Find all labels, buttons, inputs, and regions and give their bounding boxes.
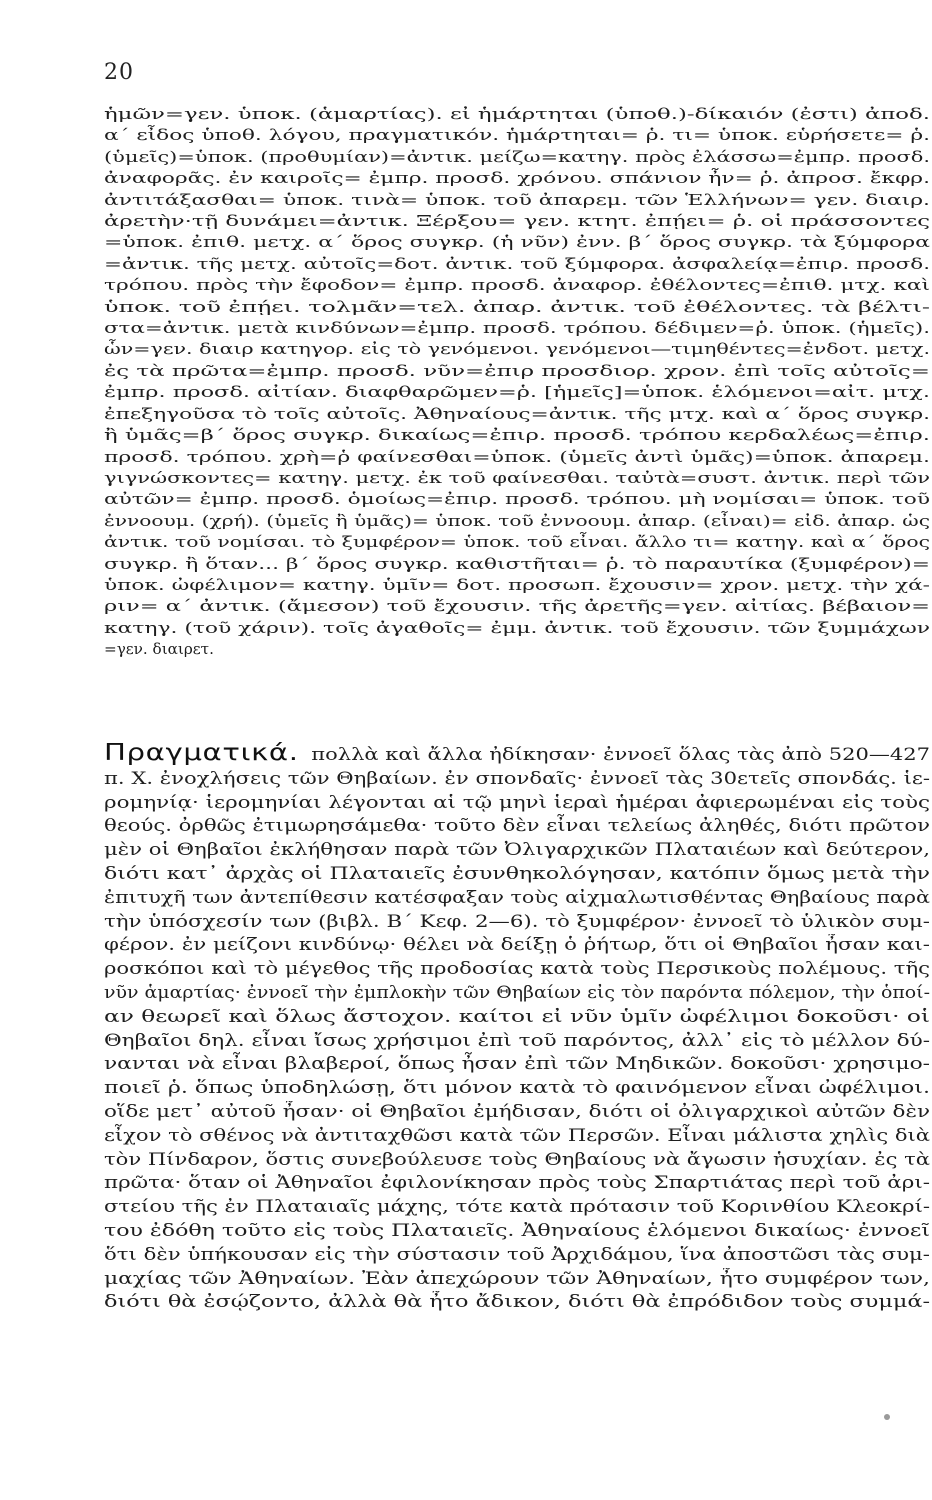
commentary-section bbox=[104, 742, 930, 1314]
grammar-line: (ὑμεῖς)=ὑποκ. (προθυμίαν)=ἀντικ. μείζω=κατηγ. πρὸς ἐλάσσω=ἐμπρ. προσδ. bbox=[104, 147, 930, 166]
page-number: 20 bbox=[104, 60, 134, 85]
grammar-line: α΄ εἶδος ὑποθ. λόγου, πραγματικόν. ἡμάρτηται= ῥ. τι= ὑποκ. εὑρήσετε= ῥ. bbox=[104, 126, 930, 145]
commentary-line: μαχίας τῶν Ἀθηναίων. Ἐὰν ἀπεχώρουν τῶν Ἀθηναίων, ἦτο συμφέρον των, bbox=[104, 1268, 930, 1288]
grammar-line: γιγνώσκοντες= κατηγ. μετχ. ἐκ τοῦ φαίνεσθαι. ταὐτὰ=συστ. ἀντικ. περὶ τῶν bbox=[104, 468, 930, 487]
grammar-line: ἀρετὴν·τῇ δυνάμει=ἀντικ. Ξέρξου= γεν. κτητ. ἐπῄει= ῥ. οἱ πράσσοντες bbox=[104, 212, 930, 231]
commentary-line: διότι κατ᾽ ἀρχὰς οἱ Πλαταιεῖς ἐσυνθηκολόγησαν, κατόπιν ὅμως μετὰ τὴν bbox=[104, 863, 930, 883]
grammar-line: ἐμπρ. προσδ. αἰτίαν. διαφθαρῶμεν=ῥ. [ἡμεῖς]=ὑποκ. ἑλόμενοι=αἰτ. μτχ. bbox=[104, 383, 930, 402]
grammar-line: =γεν. διαιρετ. bbox=[104, 640, 214, 659]
section-heading: Πραγματικά. bbox=[104, 742, 299, 766]
grammar-line: ἐς τὰ πρῶτα=ἐμπρ. προσδ. νῦν=ἐπιρ προσδιορ. χρον. ἐπὶ τοῖς αὐτοῖς= bbox=[104, 361, 930, 380]
commentary-line: μὲν οἱ Θηβαῖοι ἐκλήθησαν παρὰ τῶν Ὀλιγαρχικῶν Πλαταιέων καὶ δεύτερον, bbox=[104, 840, 930, 860]
commentary-line: θεούς. ὀρθῶς ἐτιμωρησάμεθα· τοῦτο δὲν εἶναι τελείως ἀληθές, διότι πρῶτον bbox=[104, 816, 930, 836]
margin-dot bbox=[884, 1414, 890, 1420]
commentary-line: ἐπιτυχῆ των ἀντεπίθεσιν κατέσφαξαν τοὺς αἰχμαλωτισθέντας Θηβαίους παρὰ bbox=[104, 887, 930, 907]
grammar-line: ὑποκ. τοῦ ἐπῄει. τολμᾶν=τελ. ἀπαρ. ἀντικ. τοῦ ἐθέλοντες. τὰ βέλτι- bbox=[104, 297, 930, 316]
commentary-line: αν θεωρεῖ καὶ ὅλως ἄστοχον. καίτοι εἰ νῦν ὑμῖν ὠφέλιμοι δοκοῦσι· οἱ bbox=[104, 1006, 930, 1026]
commentary-line: Θηβαῖοι δηλ. εἶναι ἴσως χρήσιμοι ἐπὶ τοῦ παρόντος, ἀλλ᾽ εἰς τὸ μέλλον δύ- bbox=[104, 1030, 930, 1050]
commentary-line: ποιεῖ ῥ. ὅπως ὑποδηλώσῃ, ὅτι μόνον κατὰ τὸ φαινόμενον εἶναι ὠφέλιμοι. bbox=[104, 1078, 930, 1098]
grammar-line: ἡμῶν=γεν. ὑποκ. (ἁμαρτίας). εἰ ἡμάρτηται (ὑποθ.)-δίκαιόν (ἐστι) ἀποδ. bbox=[104, 105, 930, 123]
commentary-line: ροσκόποι καὶ τὸ μέγεθος τῆς προδοσίας κατὰ τοὺς Περσικοὺς πολέμους. τῆς bbox=[104, 959, 930, 979]
grammar-line: ὧν=γεν. διαιρ κατηγορ. εἰς τὸ γενόμενοι. γενόμενοι—τιμηθέντες=ἐνδοτ. μετχ. bbox=[104, 340, 930, 359]
grammar-line: κατηγ. (τοῦ χάριν). τοῖς ἀγαθοῖς= ἐμμ. ἀντικ. τοῦ ἔχουσιν. τῶν ξυμμάχων bbox=[104, 618, 930, 637]
grammar-line: ἀντιτάξασθαι= ὑποκ. τινὰ= ὑποκ. τοῦ ἀπαρεμ. τῶν Ἑλλήνων= γεν. διαιρ. bbox=[104, 190, 930, 209]
grammar-line: ἢ ὑμᾶς=β΄ ὅρος συγκρ. δικαίως=ἐπιρ. προσδ. τρόπου κερδαλέως=ἐπιρ. bbox=[104, 426, 930, 445]
grammar-line: =ἀντικ. τῆς μετχ. αὐτοῖς=δοτ. ἀντικ. τοῦ ξύμφορα. ἀσφαλείᾳ=ἐπιρ. προσδ. bbox=[104, 254, 930, 273]
commentary-line: στείου τῆς ἐν Πλαταιαῖς μάχης, τότε κατὰ πρότασιν τοῦ Κορινθίου Κλεοκρί- bbox=[104, 1197, 930, 1217]
commentary-line: τὸν Πίνδαρον, ὅστις συνεβούλευσε τοὺς Θηβαίους νὰ ἄγωσιν ἡσυχίαν. ἐς τὰ bbox=[104, 1149, 930, 1169]
commentary-lines bbox=[104, 767, 930, 1314]
grammar-line: =ὑποκ. ἐπιθ. μετχ. α΄ ὅρος συγκρ. (ἡ νῦν) ἐνν. β΄ ὅρος συγκρ. τὰ ξύμφορα bbox=[104, 233, 930, 252]
grammar-line: ἀναφορᾶς. ἐν καιροῖς= ἐμπρ. προσδ. χρόνου. σπάνιον ἦν= ῥ. ἀπροσ. ἔκφρ. bbox=[104, 169, 930, 188]
commentary-line: πρῶτα· ὅταν οἱ Ἀθηναῖοι ἐφιλονίκησαν πρὸς τοὺς Σπαρτιάτας περὶ τοῦ ἀρι- bbox=[104, 1173, 930, 1193]
grammar-notes bbox=[104, 104, 930, 661]
grammar-line: ὑποκ. ὠφέλιμον= κατηγ. ὑμῖν= δοτ. προσωπ. ἔχουσιν= χρον. μετχ. τὴν χά- bbox=[104, 575, 930, 594]
commentary-line: του ἐδόθη τοῦτο εἰς τοὺς Πλαταιεῖς. Ἀθηναίους ἑλόμενοι δικαίως· ἐννοεῖ bbox=[104, 1220, 930, 1240]
grammar-line: αὐτῶν= ἐμπρ. προσδ. ὁμοίως=ἐπιρ. προσδ. τρόπου. μὴ νομίσαι= ὑποκ. τοῦ bbox=[104, 490, 930, 509]
grammar-line: ἐννοουμ. (χρή). (ὑμεῖς ἢ ὑμᾶς)= ὑποκ. τοῦ ἐννοουμ. ἀπαρ. (εἶναι)= εἰδ. ἀπαρ. ὡς bbox=[104, 511, 930, 530]
commentary-line: οἵδε μετ᾽ αὐτοῦ ἦσαν· οἱ Θηβαῖοι ἐμήδισαν, διότι οἱ ὀλιγαρχικοὶ αὐτῶν δὲν bbox=[104, 1101, 930, 1121]
commentary-line: νῦν ἁμαρτίας· ἐννοεῖ τὴν ἐμπλοκὴν τῶν Θηβαίων εἰς τὸν παρόντα πόλεμον, τὴν ὁποί- bbox=[104, 982, 930, 1002]
grammar-line: ριν= α΄ ἀντικ. (ἄμεσον) τοῦ ἔχουσιν. τῆς ἀρετῆς=γεν. αἰτίας. βέβαιον= bbox=[104, 597, 930, 616]
commentary-line: εἶχον τὸ σθένος νὰ ἀντιταχθῶσι κατὰ τῶν Περσῶν. Εἶναι μάλιστα χηλὶς διὰ bbox=[104, 1125, 930, 1145]
commentary-line: ρομηνίᾳ· ἱερομηνίαι λέγονται αἱ τῷ μηνὶ ἱεραὶ ἡμέραι ἀφιερωμέναι εἰς τοὺς bbox=[104, 792, 930, 812]
grammar-line: ἐπεξηγοῦσα τὸ τοῖς αὐτοῖς. Ἀθηναίους=ἀντικ. τῆς μτχ. καὶ α΄ ὅρος συγκρ. bbox=[104, 404, 930, 423]
commentary-first-line-text: πολλὰ καὶ ἄλλα ἠδίκησαν· ἐννοεῖ ὅλας τὰς ἀπὸ 520—427 bbox=[311, 745, 930, 764]
commentary-line: τὴν ὑπόσχεσίν των (βιβλ. Β΄ Κεφ. 2—6). τὸ ξυμφέρον· ἐννοεῖ τὸ ὑλικὸν συμ- bbox=[104, 911, 930, 931]
grammar-line: προσδ. τρόπου. χρὴ=ῥ φαίνεσθαι=ὑποκ. (ὑμεῖς ἀντὶ ὑμᾶς)=ὑποκ. ἀπαρεμ. bbox=[104, 447, 930, 466]
commentary-line: π. Χ. ἐνοχλήσεις τῶν Θηβαίων. ἐν σπονδαῖς· ἐννοεῖ τὰς 30ετεῖς σπονδάς. ἱε- bbox=[104, 768, 930, 788]
commentary-line: διότι θὰ ἐσῴζοντο, ἀλλὰ θὰ ἦτο ἄδικον, διότι θὰ ἐπρόδιδον τοὺς συμμά- bbox=[104, 1292, 930, 1312]
grammar-line: στα=ἀντικ. μετὰ κινδύνων=ἐμπρ. προσδ. τρόπου. δέδιμεν=ῥ. ὑποκ. (ἡμεῖς). bbox=[104, 319, 930, 338]
grammar-line: τρόπου. πρὸς τὴν ἔφοδον= ἐμπρ. προσδ. ἀναφορ. ἐθέλοντες=ἐπιθ. μτχ. καὶ bbox=[104, 276, 930, 295]
commentary-first-line bbox=[104, 742, 930, 767]
commentary-line: νανται νὰ εἶναι βλαβεροί, ὅπως ἦσαν ἐπὶ τῶν Μηδικῶν. δοκοῦσι· χρησιμο- bbox=[104, 1054, 930, 1074]
commentary-line: ὅτι δὲν ὑπήκουσαν εἰς τὴν σύστασιν τοῦ Ἀρχιδάμου, ἵνα ἀποστῶσι τὰς συμ- bbox=[104, 1244, 930, 1264]
grammar-line: ἀντικ. τοῦ νομίσαι. τὸ ξυμφέρον= ὑποκ. τοῦ εἶναι. ἄλλο τι= κατηγ. καὶ α΄ ὅρος bbox=[104, 533, 930, 552]
grammar-line: συγκρ. ἢ ὅταν... β΄ ὅρος συγκρ. καθιστῆται= ῥ. τὸ παραυτίκα (ξυμφέρον)= bbox=[104, 554, 930, 573]
commentary-line: φέρον. ἐν μείζονι κινδύνῳ· θέλει νὰ δείξῃ ὁ ῥήτωρ, ὅτι οἱ Θηβαῖοι ἦσαν και- bbox=[104, 935, 930, 955]
